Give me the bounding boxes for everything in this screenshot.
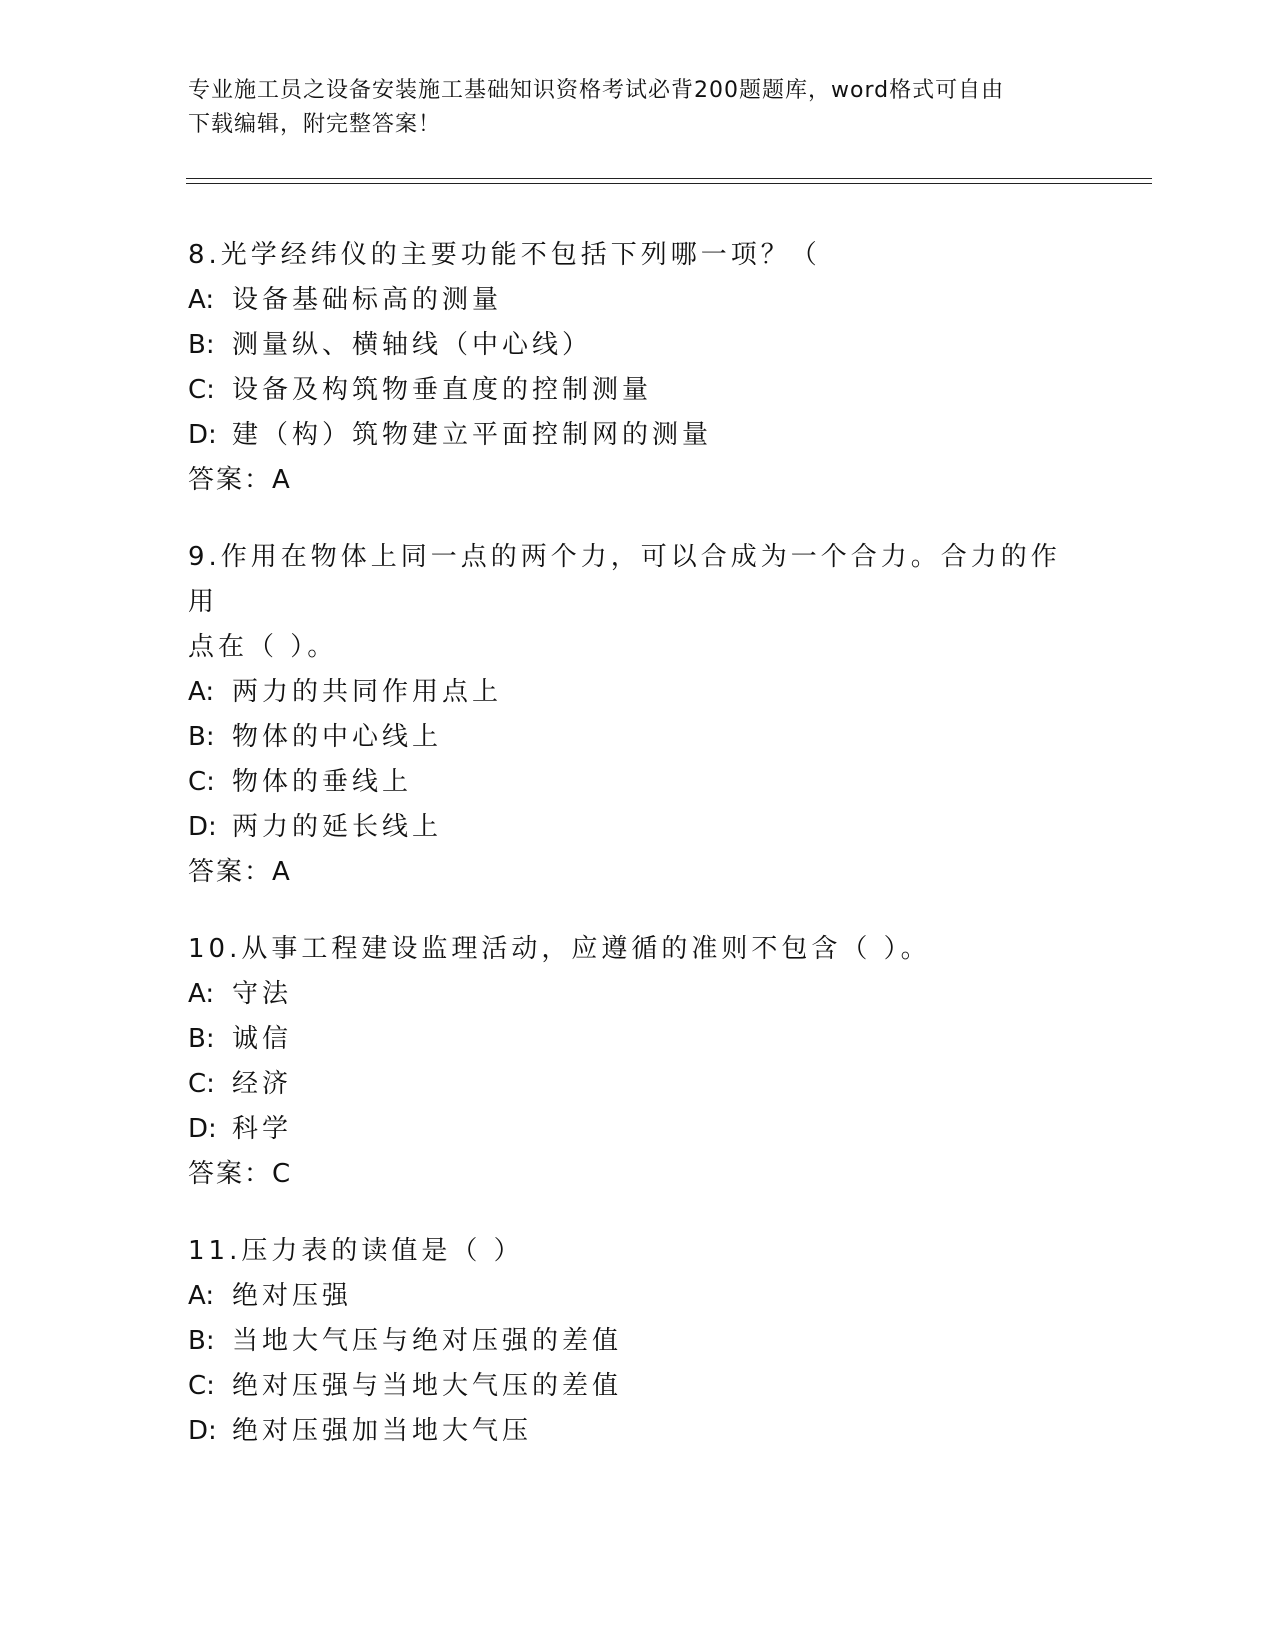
header-line-2: 下载编辑，附完整答案！ (188, 112, 442, 137)
option-d (188, 1409, 1088, 1454)
option-b (188, 715, 1088, 760)
option-letter: D: (188, 420, 217, 450)
option-b (188, 1319, 1088, 1364)
option-text: 设备及构筑物垂直度的控制测量 (232, 375, 653, 405)
answer-line (188, 1152, 1088, 1197)
question-list (188, 233, 1088, 1486)
question-stem: 10.从事工程建设监理活动，应遵循的准则不包含（ ）。 (188, 934, 931, 964)
option-d (188, 805, 1088, 850)
option-letter: C: (188, 1371, 215, 1401)
answer-value: C (272, 1159, 291, 1189)
option-letter: C: (188, 767, 215, 797)
option-letter: B: (188, 722, 215, 752)
option-a (188, 278, 1088, 323)
answer-line (188, 458, 1088, 503)
option-text: 诚信 (232, 1024, 293, 1054)
question-item (188, 233, 1088, 503)
answer-value: A (272, 465, 290, 495)
option-letter: D: (188, 1416, 217, 1446)
option-letter: B: (188, 1024, 215, 1054)
option-letter: C: (188, 375, 215, 405)
option-text: 物体的垂线上 (232, 767, 413, 797)
option-c (188, 368, 1088, 413)
option-letter: A: (188, 285, 215, 315)
question-stem-continued: 点在（ ）。 (188, 632, 338, 662)
option-d (188, 413, 1088, 458)
option-a (188, 670, 1088, 715)
header-divider-bottom (186, 183, 1152, 184)
question-stem: 9.作用在物体上同一点的两个力，可以合成为一个合力。合力的作用 (188, 542, 1061, 617)
header-line-1: 专业施工员之设备安装施工基础知识资格考试必背200题题库，word格式可自由 (188, 78, 1005, 103)
answer-line (188, 850, 1088, 895)
option-text: 两力的延长线上 (232, 812, 443, 842)
document-header (188, 74, 1088, 142)
option-text: 设备基础标高的测量 (232, 285, 503, 315)
option-text: 绝对压强加当地大气压 (232, 1416, 533, 1446)
answer-label: 答案： (188, 1159, 273, 1189)
option-a (188, 1274, 1088, 1319)
option-text: 绝对压强与当地大气压的差值 (232, 1371, 623, 1401)
option-text: 物体的中心线上 (232, 722, 443, 752)
question-item (188, 927, 1088, 1197)
option-a (188, 972, 1088, 1017)
option-b (188, 1017, 1088, 1062)
option-letter: A: (188, 677, 215, 707)
option-letter: A: (188, 979, 215, 1009)
option-text: 绝对压强 (232, 1281, 353, 1311)
question-item (188, 1229, 1088, 1454)
question-stem: 11.压力表的读值是（ ） (188, 1236, 524, 1266)
option-text: 经济 (232, 1069, 293, 1099)
answer-value: A (272, 857, 290, 887)
option-text: 科学 (232, 1114, 293, 1144)
option-text: 两力的共同作用点上 (232, 677, 503, 707)
option-letter: D: (188, 1114, 217, 1144)
option-b (188, 323, 1088, 368)
question-item (188, 535, 1088, 895)
option-text: 守法 (232, 979, 293, 1009)
option-c (188, 760, 1088, 805)
option-c (188, 1364, 1088, 1409)
header-divider-top (186, 178, 1152, 179)
answer-label: 答案： (188, 465, 273, 495)
option-d (188, 1107, 1088, 1152)
option-letter: A: (188, 1281, 215, 1311)
option-text: 测量纵、横轴线（中心线） (232, 330, 593, 360)
option-letter: B: (188, 1326, 215, 1356)
answer-label: 答案： (188, 857, 273, 887)
option-letter: D: (188, 812, 217, 842)
option-letter: C: (188, 1069, 215, 1099)
option-text: 当地大气压与绝对压强的差值 (232, 1326, 623, 1356)
option-letter: B: (188, 330, 215, 360)
option-c (188, 1062, 1088, 1107)
question-stem: 8.光学经纬仪的主要功能不包括下列哪一项？（ (188, 240, 821, 270)
option-text: 建（构）筑物建立平面控制网的测量 (232, 420, 713, 450)
